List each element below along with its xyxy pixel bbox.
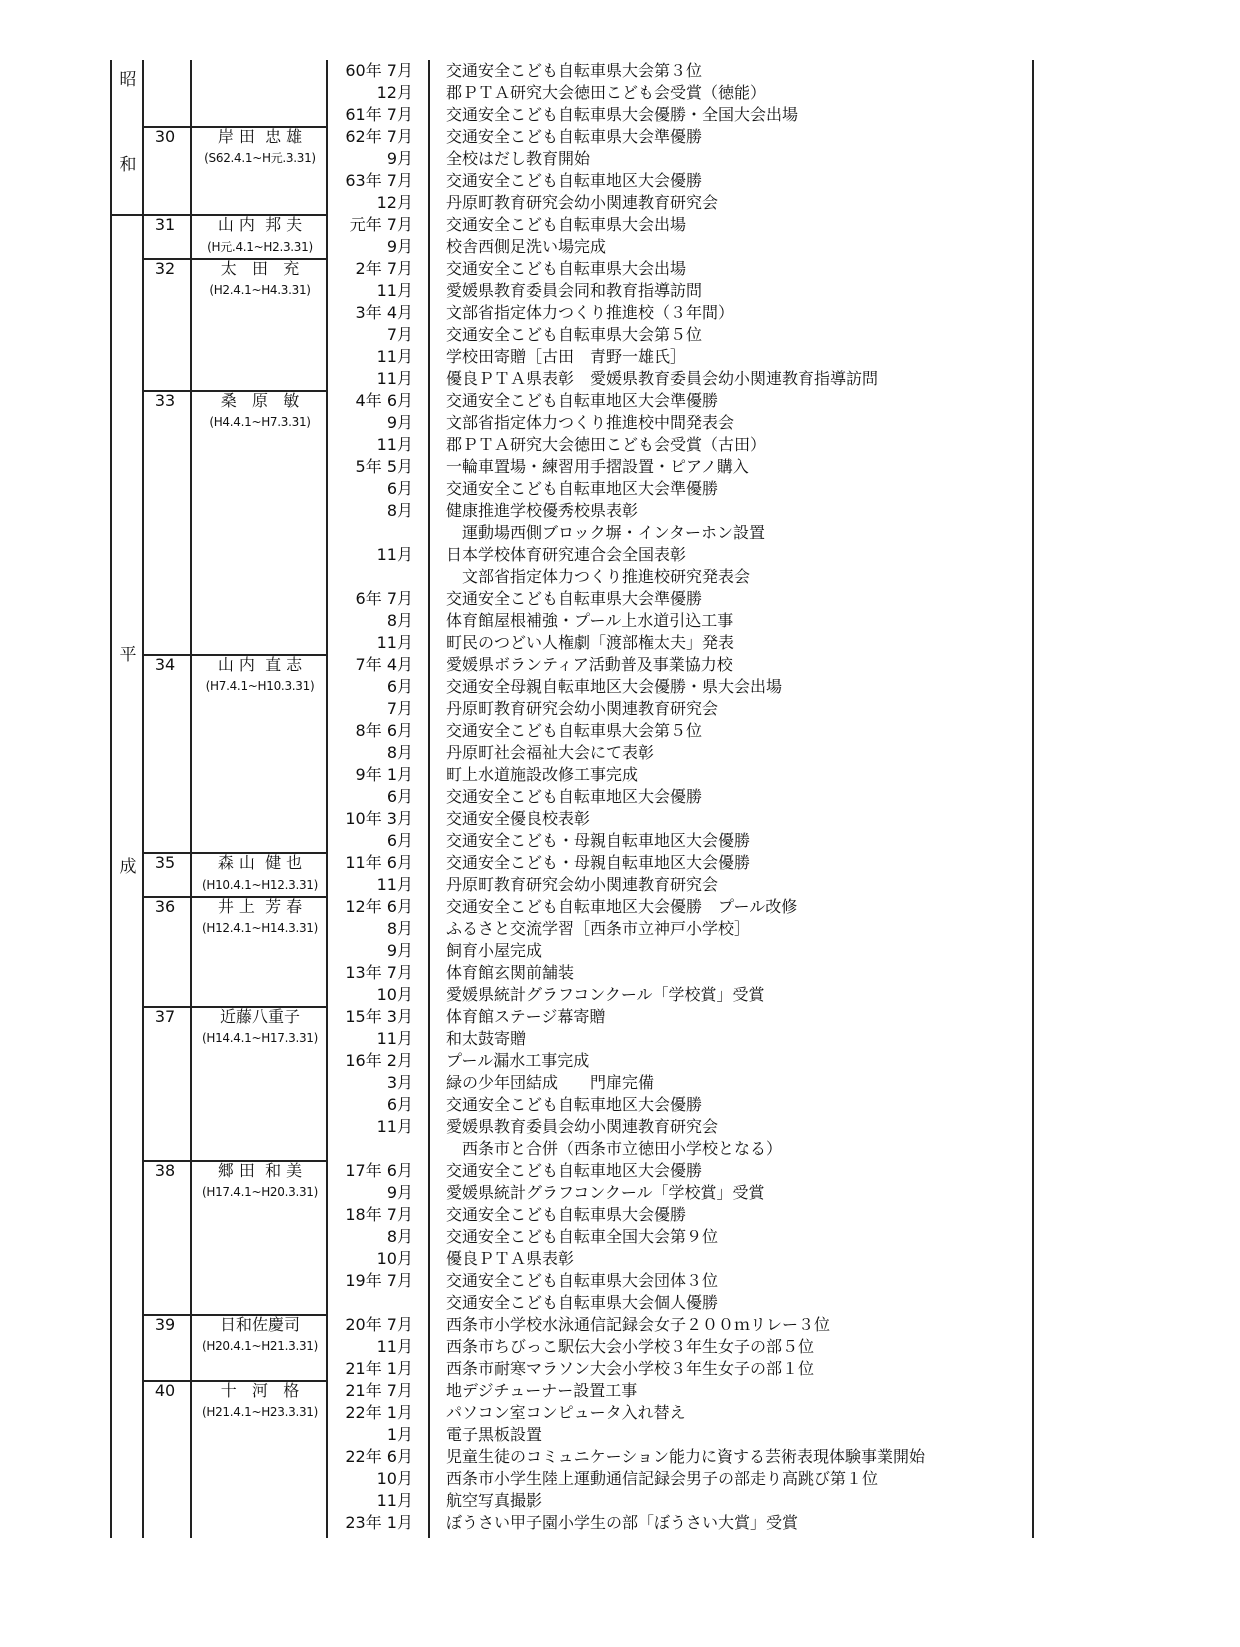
event-text: 運動場西側ブロック塀・インターホン設置 xyxy=(446,523,766,542)
event-date: 7年 4月 xyxy=(355,655,413,674)
event-text: 優良ＰＴＡ県表彰 愛媛県教育委員会幼小関連教育指導訪問 xyxy=(446,369,879,388)
principal-number: 34 xyxy=(154,655,176,674)
event-row xyxy=(330,1116,1020,1138)
event-row xyxy=(330,1446,1020,1468)
event-date: 17年 6月 xyxy=(345,1161,413,1180)
event-row xyxy=(330,566,1020,588)
principal-term: (H17.4.1~H20.3.31) xyxy=(201,1185,319,1199)
event-text: 西条市小学生陸上運動通信記録会男子の部走り高跳び第１位 xyxy=(446,1469,879,1488)
event-text: 交通安全優良校表彰 xyxy=(446,809,591,828)
event-date: 6月 xyxy=(386,831,413,850)
event-text: 郡ＰＴＡ研究大会徳田こども会受賞（徳能） xyxy=(446,83,767,102)
event-text: 交通安全こども・母親自転車地区大会優勝 xyxy=(446,831,751,850)
event-text: 交通安全こども自転車地区大会準優勝 xyxy=(446,479,719,498)
event-date: 1月 xyxy=(386,1425,413,1444)
event-row xyxy=(330,1490,1020,1512)
event-text: 交通安全こども自転車県大会個人優勝 xyxy=(446,1293,719,1312)
principal-name: 森 山 健 也 xyxy=(217,853,303,872)
event-date: 7月 xyxy=(386,325,413,344)
event-text: 西条市と合併（西条市立徳田小学校となる） xyxy=(446,1139,783,1158)
era-glyph: 平 xyxy=(119,645,137,665)
event-date: 23年 1月 xyxy=(345,1513,413,1532)
event-text: 交通安全母親自転車地区大会優勝・県大会出場 xyxy=(446,677,783,696)
principal-number: 35 xyxy=(154,853,176,872)
event-row xyxy=(330,1204,1020,1226)
event-row xyxy=(330,610,1020,632)
event-text: 交通安全こども自転車地区大会準優勝 xyxy=(446,391,719,410)
principal-term: (H12.4.1~H14.3.31) xyxy=(201,921,319,935)
era-glyph: 和 xyxy=(119,155,137,175)
principal-term: (H2.4.1~H4.3.31) xyxy=(209,283,311,297)
event-row xyxy=(330,170,1020,192)
event-row xyxy=(330,962,1020,984)
event-row xyxy=(330,412,1020,434)
principal-name: 山 内 邦 夫 xyxy=(217,215,303,234)
event-date: 6月 xyxy=(386,677,413,696)
event-row xyxy=(330,786,1020,808)
event-row xyxy=(330,632,1020,654)
event-text: 丹原町教育研究会幼小関連教育研究会 xyxy=(446,193,719,212)
event-date: 5年 5月 xyxy=(355,457,413,476)
event-row xyxy=(330,1468,1020,1490)
event-date: 12年 6月 xyxy=(345,897,413,916)
event-row xyxy=(330,214,1020,236)
event-row xyxy=(330,720,1020,742)
principal-term: (H20.4.1~H21.3.31) xyxy=(201,1339,319,1353)
event-date: 11月 xyxy=(376,281,413,300)
event-text: 愛媛県教育委員会幼小関連教育研究会 xyxy=(446,1117,719,1136)
event-text: ぼうさい甲子園小学生の部「ぼうさい大賞」受賞 xyxy=(446,1513,799,1532)
event-text: 西条市ちびっこ駅伝大会小学校３年生女子の部５位 xyxy=(446,1337,815,1356)
principal-name: 桑 原 敏 xyxy=(220,391,300,410)
event-text: 優良ＰＴＡ県表彰 xyxy=(446,1249,575,1268)
event-date: 21年 7月 xyxy=(345,1381,413,1400)
event-text: 交通安全こども自転車地区大会優勝 xyxy=(446,1161,703,1180)
event-date: 11月 xyxy=(376,435,413,454)
event-row xyxy=(330,258,1020,280)
event-date: 15年 3月 xyxy=(345,1007,413,1026)
event-text: 健康推進学校優秀校県表彰 xyxy=(446,501,639,520)
event-row xyxy=(330,434,1020,456)
event-text: 交通安全こども自転車地区大会優勝 プール改修 xyxy=(446,897,798,916)
principal-term: (H7.4.1~H10.3.31) xyxy=(205,679,315,693)
event-row xyxy=(330,808,1020,830)
principal-term: (H4.4.1~H7.3.31) xyxy=(209,415,311,429)
event-row xyxy=(330,280,1020,302)
event-text: 全校はだし教育開始 xyxy=(446,149,591,168)
event-row xyxy=(330,940,1020,962)
table-left-border xyxy=(110,60,112,1538)
principal-term: (S62.4.1~H元.3.31) xyxy=(204,151,316,165)
event-row xyxy=(330,60,1020,82)
event-date: 13年 7月 xyxy=(345,963,413,982)
event-date: 10年 3月 xyxy=(345,809,413,828)
principal-number: 31 xyxy=(154,215,176,234)
event-date: 11月 xyxy=(376,545,413,564)
event-row xyxy=(330,1050,1020,1072)
event-date: 3月 xyxy=(386,1073,413,1092)
event-text: 愛媛県教育委員会同和教育指導訪問 xyxy=(446,281,703,300)
event-row xyxy=(330,676,1020,698)
event-row xyxy=(330,1006,1020,1028)
event-row xyxy=(330,1424,1020,1446)
event-text: 交通安全こども自転車県大会準優勝 xyxy=(446,127,703,146)
event-date: 8年 6月 xyxy=(355,721,413,740)
event-date: 11月 xyxy=(376,1337,413,1356)
event-date: 11月 xyxy=(376,369,413,388)
event-date: 6年 7月 xyxy=(355,589,413,608)
event-text: 交通安全こども自転車県大会団体３位 xyxy=(446,1271,719,1290)
event-row xyxy=(330,588,1020,610)
event-row xyxy=(330,104,1020,126)
event-text: 愛媛県統計グラフコンクール「学校賞」受賞 xyxy=(446,1183,765,1202)
event-row xyxy=(330,1072,1020,1094)
event-text: 西条市耐寒マラソン大会小学校３年生女子の部１位 xyxy=(446,1359,815,1378)
event-text: 交通安全こども自転車地区大会優勝 xyxy=(446,787,703,806)
event-date: 18年 7月 xyxy=(345,1205,413,1224)
era-glyph: 昭 xyxy=(119,70,137,90)
event-text: 電子黒板設置 xyxy=(446,1425,543,1444)
event-date: 11月 xyxy=(376,1029,413,1048)
event-date: 11月 xyxy=(376,1117,413,1136)
event-date: 22年 6月 xyxy=(345,1447,413,1466)
event-text: 飼育小屋完成 xyxy=(446,941,543,960)
event-text: 愛媛県統計グラフコンクール「学校賞」受賞 xyxy=(446,985,765,1004)
event-row xyxy=(330,984,1020,1006)
event-row xyxy=(330,346,1020,368)
event-text: 交通安全こども自転車県大会第５位 xyxy=(446,325,703,344)
event-text: 交通安全こども自転車県大会第３位 xyxy=(446,61,703,80)
event-text: 交通安全こども自転車地区大会優勝 xyxy=(446,171,703,190)
event-row xyxy=(330,830,1020,852)
event-date: 7月 xyxy=(386,699,413,718)
event-date: 61年 7月 xyxy=(345,105,413,124)
principal-name: 井 上 芳 春 xyxy=(217,897,303,916)
event-date: 62年 7月 xyxy=(345,127,413,146)
event-text: 愛媛県ボランティア活動普及事業協力校 xyxy=(446,655,733,674)
event-date: 22年 1月 xyxy=(345,1403,413,1422)
principal-name: 太 田 充 xyxy=(220,259,300,278)
event-date: 9月 xyxy=(386,1183,413,1202)
event-text: 日本学校体育研究連合会全国表彰 xyxy=(446,545,687,564)
event-date: 6月 xyxy=(386,787,413,806)
table-right-border xyxy=(1032,60,1034,1538)
event-row xyxy=(330,654,1020,676)
event-date: 11年 6月 xyxy=(345,853,413,872)
principal-number: 38 xyxy=(154,1161,176,1180)
event-text: 一輪車置場・練習用手摺設置・ピアノ購入 xyxy=(446,457,749,476)
event-row xyxy=(330,1138,1020,1160)
event-date: 9月 xyxy=(386,413,413,432)
principal-name: 日和佐慶司 xyxy=(219,1315,300,1334)
principal-name: 山 内 直 志 xyxy=(217,655,303,674)
event-row xyxy=(330,852,1020,874)
event-date: 8月 xyxy=(386,743,413,762)
event-row xyxy=(330,390,1020,412)
event-date: 8月 xyxy=(386,919,413,938)
event-row xyxy=(330,874,1020,896)
event-text: 文部省指定体力つくり推進校中間発表会 xyxy=(446,413,735,432)
principal-number: 40 xyxy=(154,1381,176,1400)
event-date: 4年 6月 xyxy=(355,391,413,410)
event-date: 10月 xyxy=(376,1249,413,1268)
event-text: 交通安全こども自転車全国大会第９位 xyxy=(446,1227,719,1246)
event-row xyxy=(330,1358,1020,1380)
event-text: 丹原町教育研究会幼小関連教育研究会 xyxy=(446,699,719,718)
principal-number: 32 xyxy=(154,259,176,278)
event-date: 16年 2月 xyxy=(345,1051,413,1070)
event-date: 8月 xyxy=(386,501,413,520)
event-date: 63年 7月 xyxy=(345,171,413,190)
principal-term: (H10.4.1~H12.3.31) xyxy=(201,878,319,892)
principal-name: 十 河 格 xyxy=(220,1381,300,1400)
event-date: 9年 1月 xyxy=(355,765,413,784)
event-date: 11月 xyxy=(376,633,413,652)
event-text: 児童生徒のコミュニケーション能力に資する芸術表現体験事業開始 xyxy=(446,1447,926,1466)
event-text: パソコン室コンピュータ入れ替え xyxy=(446,1403,686,1422)
event-row xyxy=(330,302,1020,324)
event-text: 航空写真撮影 xyxy=(446,1491,543,1510)
event-text: 地デジチューナー設置工事 xyxy=(446,1381,638,1400)
event-date: 3年 4月 xyxy=(355,303,413,322)
principal-name: 岸 田 忠 雄 xyxy=(217,127,303,146)
event-row xyxy=(330,1512,1020,1534)
event-text: プール漏水工事完成 xyxy=(446,1051,590,1070)
event-row xyxy=(330,148,1020,170)
event-row xyxy=(330,1094,1020,1116)
event-row xyxy=(330,764,1020,786)
event-date: 10月 xyxy=(376,985,413,1004)
event-text: 交通安全こども自転車県大会準優勝 xyxy=(446,589,703,608)
event-row xyxy=(330,192,1020,214)
event-date: 8月 xyxy=(386,1227,413,1246)
event-row xyxy=(330,1028,1020,1050)
event-text: 交通安全こども・母親自転車地区大会優勝 xyxy=(446,853,751,872)
event-row xyxy=(330,1226,1020,1248)
event-text: 緑の少年団結成 門扉完備 xyxy=(446,1073,655,1092)
principal-number: 30 xyxy=(154,127,176,146)
event-date: 2年 7月 xyxy=(355,259,413,278)
event-row xyxy=(330,1270,1020,1292)
event-date: 11月 xyxy=(376,875,413,894)
event-row xyxy=(330,1314,1020,1336)
event-date: 11月 xyxy=(376,347,413,366)
event-text: 町上水道施設改修工事完成 xyxy=(446,765,639,784)
event-row xyxy=(330,126,1020,148)
event-row xyxy=(330,1380,1020,1402)
event-date: 6月 xyxy=(386,1095,413,1114)
event-row xyxy=(330,236,1020,258)
event-row xyxy=(330,1402,1020,1424)
event-text: 体育館玄関前舗装 xyxy=(446,963,575,982)
event-row xyxy=(330,1248,1020,1270)
event-text: 文部省指定体力つくり推進校（３年間） xyxy=(446,303,735,322)
event-text: 交通安全こども自転車地区大会優勝 xyxy=(446,1095,703,1114)
event-date: 20年 7月 xyxy=(345,1315,413,1334)
event-text: 交通安全こども自転車県大会優勝 xyxy=(446,1205,687,1224)
event-date: 6月 xyxy=(386,479,413,498)
event-text: 西条市小学校水泳通信記録会女子２００ｍリレー３位 xyxy=(446,1315,831,1334)
event-row xyxy=(330,918,1020,940)
event-text: 交通安全こども自転車県大会第５位 xyxy=(446,721,703,740)
event-text: ふるさと交流学習［西条市立神戸小学校］ xyxy=(446,919,751,938)
event-date: 9月 xyxy=(386,149,413,168)
event-date: 8月 xyxy=(386,611,413,630)
event-date: 9月 xyxy=(386,237,413,256)
event-text: 文部省指定体力つくり推進校研究発表会 xyxy=(446,567,751,586)
event-row xyxy=(330,1336,1020,1358)
event-date: 元年 7月 xyxy=(349,215,413,234)
event-row xyxy=(330,742,1020,764)
event-text: 町民のつどい人権劇「渡部権太夫」発表 xyxy=(446,633,735,652)
principal-term: (H元.4.1~H2.3.31) xyxy=(207,240,313,254)
event-text: 丹原町教育研究会幼小関連教育研究会 xyxy=(446,875,719,894)
event-text: 交通安全こども自転車県大会出場 xyxy=(446,215,687,234)
principal-number: 33 xyxy=(154,391,176,410)
event-date: 9月 xyxy=(386,941,413,960)
event-text: 和太鼓寄贈 xyxy=(446,1029,527,1048)
event-row xyxy=(330,478,1020,500)
event-text: 校舎西側足洗い場完成 xyxy=(446,237,607,256)
principal-name: 近藤八重子 xyxy=(219,1007,300,1026)
event-row xyxy=(330,500,1020,522)
event-row xyxy=(330,1182,1020,1204)
event-row xyxy=(330,1160,1020,1182)
event-text: 体育館屋根補強・プール上水道引込工事 xyxy=(446,611,734,630)
event-date: 19年 7月 xyxy=(345,1271,413,1290)
event-date: 12月 xyxy=(376,193,413,212)
event-text: 交通安全こども自転車県大会優勝・全国大会出場 xyxy=(446,105,799,124)
event-date: 11月 xyxy=(376,1491,413,1510)
event-date: 12月 xyxy=(376,83,413,102)
event-text: 交通安全こども自転車県大会出場 xyxy=(446,259,687,278)
event-row xyxy=(330,324,1020,346)
event-row xyxy=(330,896,1020,918)
event-row xyxy=(330,1292,1020,1314)
principal-term: (H21.4.1~H23.3.31) xyxy=(201,1405,319,1419)
event-row xyxy=(330,522,1020,544)
event-text: 郡ＰＴＡ研究大会徳田こども会受賞（古田） xyxy=(446,435,767,454)
event-text: 体育館ステージ幕寄贈 xyxy=(446,1007,606,1026)
event-date: 10月 xyxy=(376,1469,413,1488)
principal-number: 39 xyxy=(154,1315,176,1334)
principal-name: 郷 田 和 美 xyxy=(217,1161,303,1180)
event-row xyxy=(330,698,1020,720)
principal-term: (H14.4.1~H17.3.31) xyxy=(201,1031,319,1045)
event-text: 丹原町社会福祉大会にて表彰 xyxy=(446,743,655,762)
principal-number: 36 xyxy=(154,897,176,916)
era-glyph: 成 xyxy=(119,857,137,877)
event-date: 21年 1月 xyxy=(345,1359,413,1378)
event-row xyxy=(330,82,1020,104)
principal-number: 37 xyxy=(154,1007,176,1026)
event-row xyxy=(330,456,1020,478)
event-row xyxy=(330,544,1020,566)
event-date: 60年 7月 xyxy=(345,61,413,80)
event-row xyxy=(330,368,1020,390)
event-text: 学校田寄贈［古田 青野一雄氏］ xyxy=(446,347,687,366)
